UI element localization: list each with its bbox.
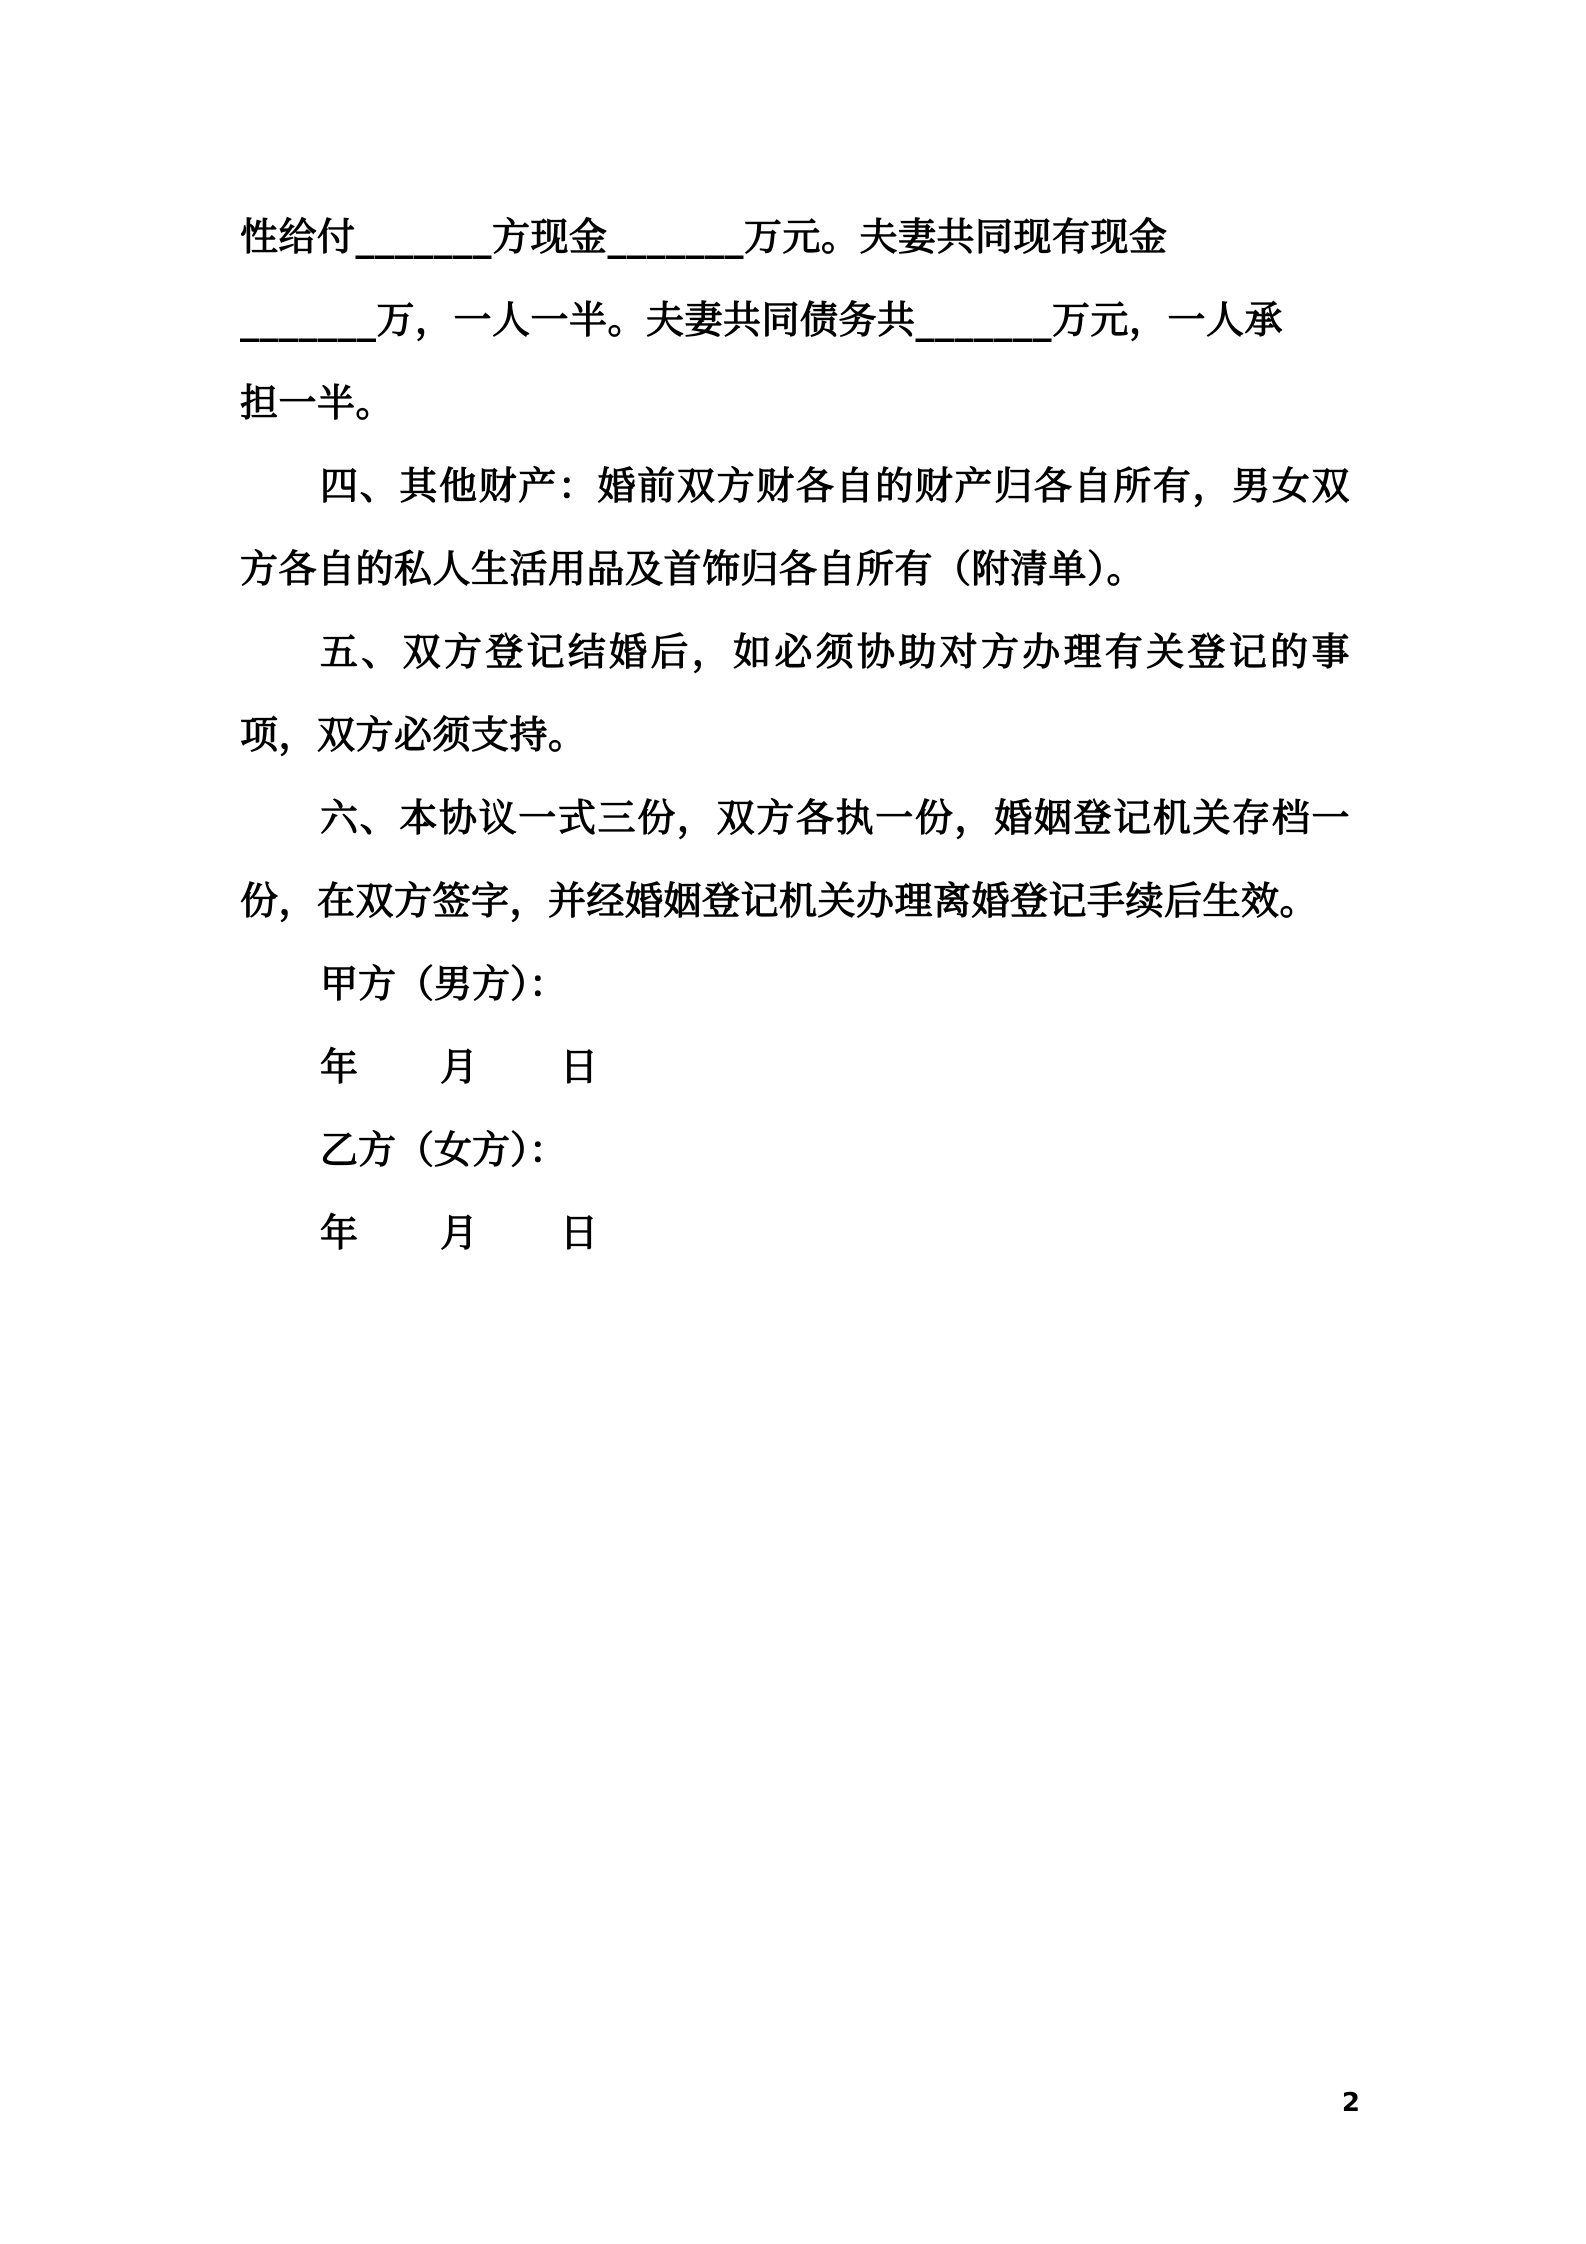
party-a-date — [240, 1026, 1350, 1109]
clause-6-copies-and-effect: 六、本协议一式三份，双方各执一份，婚姻登记机关存档一份，在双方签字，并经婚姻登记机关办理离婚登记手续后生效。 — [240, 796, 1350, 923]
paragraph-line: 担一半。 — [240, 381, 395, 425]
party-a-signature-label: 甲方（男方）： — [320, 962, 568, 1006]
paragraph-line: 性给付_______方现金_______万元。夫妻共同现有现金 — [240, 215, 1168, 259]
document-body — [240, 196, 1350, 1275]
date-month-label: 月 — [440, 1211, 479, 1255]
paragraph-line: _______万，一人一半。夫妻共同债务共_______万元，一人承 — [240, 298, 1284, 342]
clause-5-registration-assistance: 五、双方登记结婚后，如必须协助对方办理有关登记的事项，双方必须支持。 — [240, 630, 1350, 757]
date-day-label: 日 — [560, 1211, 599, 1255]
clause-4-other-property: 四、其他财产：婚前双方财各自的财产归各自所有，男女双方各自的私人生活用品及首饰归各自所有（附清单）。 — [240, 464, 1350, 591]
party-b-signature-label: 乙方（女方）： — [320, 1128, 568, 1172]
date-year-label: 年 — [320, 1211, 359, 1255]
date-day-label: 日 — [560, 1045, 599, 1089]
party-b-date — [240, 1192, 1350, 1275]
date-year-label: 年 — [320, 1045, 359, 1089]
page-number: 2 — [1341, 2088, 1360, 2118]
date-month-label: 月 — [440, 1045, 479, 1089]
